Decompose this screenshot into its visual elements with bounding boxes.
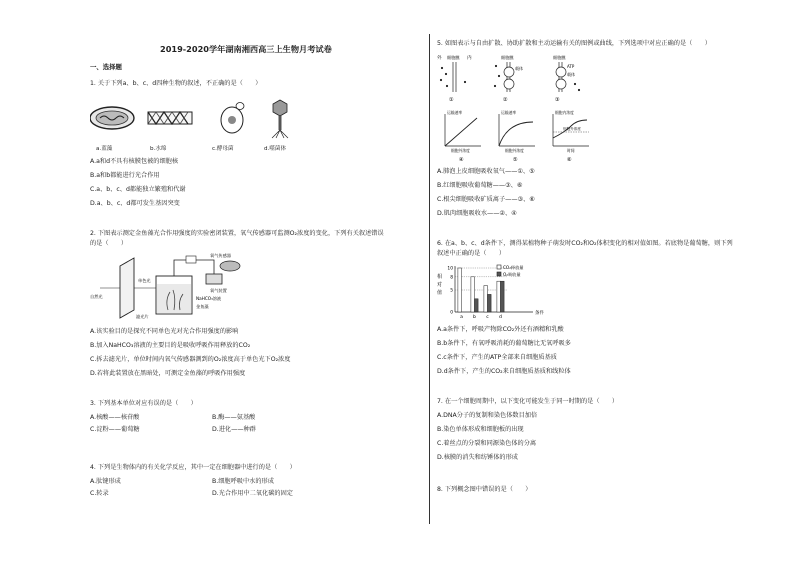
q3-option-b[interactable]: B.酶——氨基酸 xyxy=(212,414,256,421)
facilitated-diagram-2 xyxy=(494,54,523,103)
q1-option-a[interactable]: A.a和d不具有核膜包被的细胞核 xyxy=(90,158,179,165)
q5-option-a[interactable]: A.肺泡上皮细胞吸收氧气——①、⑤ xyxy=(437,168,535,175)
graph4-ylabel: 运输速率 xyxy=(447,110,463,115)
label-natural-light: 自然光 xyxy=(90,294,103,299)
page-title: 2019-2020学年湖南湘西高三上生物月考试卷 xyxy=(160,44,332,54)
q7-option-d[interactable]: D.核膜的消失和纺锤体的形成 xyxy=(437,454,518,461)
q7-option-a[interactable]: A.DNA分子的复制和染色体数目加倍 xyxy=(437,412,538,419)
q1-option-c[interactable]: C.a、b、c、d都能独立繁殖和代谢 xyxy=(90,186,186,193)
diffusion-diagram-1 xyxy=(437,54,472,103)
graph5-xlabel: 细胞外浓度 xyxy=(505,148,524,153)
q5-option-b[interactable]: B.红细胞吸收葡萄糖——③、⑥ xyxy=(437,182,523,189)
q5-option-d[interactable]: D.肌肉细胞吸收水——②、④ xyxy=(437,210,517,217)
chart-bar-c-co2 xyxy=(484,286,488,312)
q1-caption-c: c.酵母菌 xyxy=(212,146,234,152)
chart-ytick-label: 5 xyxy=(450,288,453,294)
q7-stem: 7. 在一个细胞周期中，以下变化可能发生于同一时期的是（ ） xyxy=(437,398,619,405)
column-divider xyxy=(429,34,430,524)
label-oxygen-device: 氧气装置 xyxy=(210,288,227,293)
q6-option-c[interactable]: C.c条件下，产生的ATP全部来自细胞质基质 xyxy=(437,354,557,361)
legend-co2: CO₂释放量 xyxy=(503,265,524,270)
q4-option-a[interactable]: A.肽键形成 xyxy=(90,478,121,485)
fig-number-2: ② xyxy=(503,97,508,103)
graph-6 xyxy=(553,110,589,162)
legend-o2: O₂吸收量 xyxy=(503,272,521,277)
q8-stem: 8. 下列概念图中错误的是（ ） xyxy=(437,486,532,493)
section-heading: 一、选择题 xyxy=(90,63,122,71)
graph6-legend: 细胞外浓度 xyxy=(563,127,581,131)
q4-option-b[interactable]: B.细胞呼吸中水的形成 xyxy=(212,478,274,485)
oxygen-sensor xyxy=(206,274,222,284)
label-membrane-2: 细胞膜 xyxy=(501,55,514,60)
label-goldfish-weed: 金鱼藻 xyxy=(196,304,209,309)
q4-option-d[interactable]: D.光合作用中二氧化碳的固定 xyxy=(212,490,293,497)
label-carrier: 载体 xyxy=(515,66,523,71)
spirogyra-figure xyxy=(148,112,192,124)
q5-transport-diagrams xyxy=(437,52,587,104)
label-monochromatic-light: 单色光 xyxy=(138,278,151,283)
label-atp: ATP xyxy=(567,64,575,69)
q6-option-a[interactable]: A.a条件下，呼吸产物除CO₂外还有酒精和乳酸 xyxy=(437,326,564,333)
q6-option-d[interactable]: D.d条件下，产生的CO₂来自细胞质基质和线粒体 xyxy=(437,368,571,375)
q6-stem-line2: 叙述中正确的是（ ） xyxy=(437,250,506,257)
filter-plate xyxy=(120,258,134,318)
chart-bar-d-co2 xyxy=(497,281,501,312)
label-inside: 内 xyxy=(467,56,472,61)
bacteriophage-figure xyxy=(272,100,288,138)
q5-stem: 5. 如图表示与自由扩散、协助扩散和主动运输有关的图例或曲线，下列选项中对应正确的是（ ） xyxy=(437,40,711,47)
cyanobacteria-figure xyxy=(90,107,134,129)
graph4-xlabel: 细胞外浓度 xyxy=(451,148,470,153)
q2-option-a[interactable]: A.该实验目的是探究不同单色光对光合作用强度的影响 xyxy=(90,328,239,335)
graph5-ylabel: 运输速率 xyxy=(501,110,517,115)
q1-organism-figures xyxy=(90,98,300,140)
yeast-figure xyxy=(221,103,244,134)
label-membrane-3: 细胞膜 xyxy=(553,55,566,60)
q2-stem-line1: 2. 下图表示测定金鱼藻光合作用强度的实验密闭装置，氧气传感器可监测O₂浓度的变化，下列有关叙述错误 xyxy=(90,230,384,237)
graph-5 xyxy=(499,110,535,162)
q2-apparatus-diagram xyxy=(90,252,260,320)
chart-ylabel-char-1: 相 xyxy=(437,274,443,280)
q6-stem-line1: 6. 在a、b、c、d条件下，测得某植物种子萌发时CO₂和O₂体积变化的相对值如图。若底物是葡萄糖，则下列 xyxy=(437,240,733,247)
graph6-ylabel: 细胞内浓度 xyxy=(555,110,574,115)
chart-category-label: d xyxy=(499,315,502,320)
active-transport-diagram-3 xyxy=(553,54,580,103)
label-outside: 外 xyxy=(437,56,442,61)
fig-number-1: ① xyxy=(449,97,454,103)
q5-option-c[interactable]: C.根尖细胞吸收矿质离子——③、⑥ xyxy=(437,196,535,203)
q3-option-d[interactable]: D.进化——种群 xyxy=(212,426,256,433)
q3-option-a[interactable]: A.核酸——核苷酸 xyxy=(90,414,140,421)
q2-option-c[interactable]: C.拆去滤光片，单位时间内氧气传感器测到的O₂浓度高于单色光下O₂浓度 xyxy=(90,356,291,363)
graph-4 xyxy=(445,110,481,162)
q4-option-c[interactable]: C.转录 xyxy=(90,490,109,497)
q6-bar-chart xyxy=(437,262,557,320)
q5-rate-graphs xyxy=(437,108,597,162)
q3-option-c[interactable]: C.淀粉——葡萄糖 xyxy=(90,426,140,433)
label-filter: 滤光片 xyxy=(136,314,149,319)
q1-caption-b: b.水绵 xyxy=(150,146,167,152)
fig-number-6: ⑥ xyxy=(567,157,572,162)
q6-option-b[interactable]: B.b条件下，有氧呼吸消耗的葡萄糖比无氧呼吸多 xyxy=(437,340,571,347)
chart-bar-b-o2 xyxy=(475,299,479,312)
chart-ylabel-char-3: 值 xyxy=(437,290,443,296)
chart-category-label: c xyxy=(486,315,489,320)
chart-ytick-label: 10 xyxy=(447,266,453,272)
fig-number-3: ③ xyxy=(555,97,560,103)
q1-stem: 1. 关于下列a、b、c、d四种生物的叙述，不正确的是（ ） xyxy=(90,80,262,87)
chart-bar-c-o2 xyxy=(488,294,492,312)
fig-number-5: ⑤ xyxy=(513,157,518,162)
chart-ylabel-char-2: 对 xyxy=(437,282,443,288)
fig-number-4: ④ xyxy=(459,157,464,162)
label-membrane: 细胞膜 xyxy=(447,55,460,60)
q7-option-b[interactable]: B.染色单体形成和细胞板的出现 xyxy=(437,426,524,433)
q4-stem: 4. 下列是生物体内的有关化学反应，其中一定在细胞器中进行的是（ ） xyxy=(90,464,296,471)
legend-swatch-o2 xyxy=(497,272,501,276)
q7-option-c[interactable]: C.着丝点的分裂和同源染色体的分离 xyxy=(437,440,537,447)
chart-category-label: b xyxy=(473,315,476,320)
chart-xlabel: 条件 xyxy=(535,311,544,316)
q2-option-d[interactable]: D.若将此装置放在黑暗处，可测定金鱼藻的呼吸作用强度 xyxy=(90,370,246,377)
q1-caption-d: d.噬菌体 xyxy=(264,146,287,152)
label-oxygen-sensor: 氧气传感器 xyxy=(210,253,231,258)
label-carrier-3: 载体 xyxy=(567,72,575,77)
graph6-xlabel: 时间 xyxy=(567,148,575,153)
chart-bar-a-co2 xyxy=(458,268,462,312)
chart-bar-d-o2 xyxy=(501,281,505,312)
label-nahco3: NaHCO₃溶液 xyxy=(196,296,222,301)
q1-option-b[interactable]: B.a和b都能进行光合作用 xyxy=(90,172,160,179)
chart-ytick-label: 8 xyxy=(450,275,453,281)
q1-option-d[interactable]: D.a、b、c、d都可发生基因突变 xyxy=(90,200,180,207)
q1-caption-a: a.蓝藻 xyxy=(96,146,113,152)
q2-option-b[interactable]: B.加入NaHCO₃溶液的主要目的是吸收呼吸作用释放的CO₂ xyxy=(90,342,251,349)
q3-stem: 3. 下列基本单位对应有误的是（ ） xyxy=(90,400,197,407)
chart-ytick-label: 0 xyxy=(450,310,453,316)
q2-stem-line2: 的是（ ） xyxy=(90,240,128,247)
chart-bar-b-co2 xyxy=(471,277,475,312)
legend-swatch-co2 xyxy=(497,265,501,269)
chart-category-label: a xyxy=(460,315,463,320)
